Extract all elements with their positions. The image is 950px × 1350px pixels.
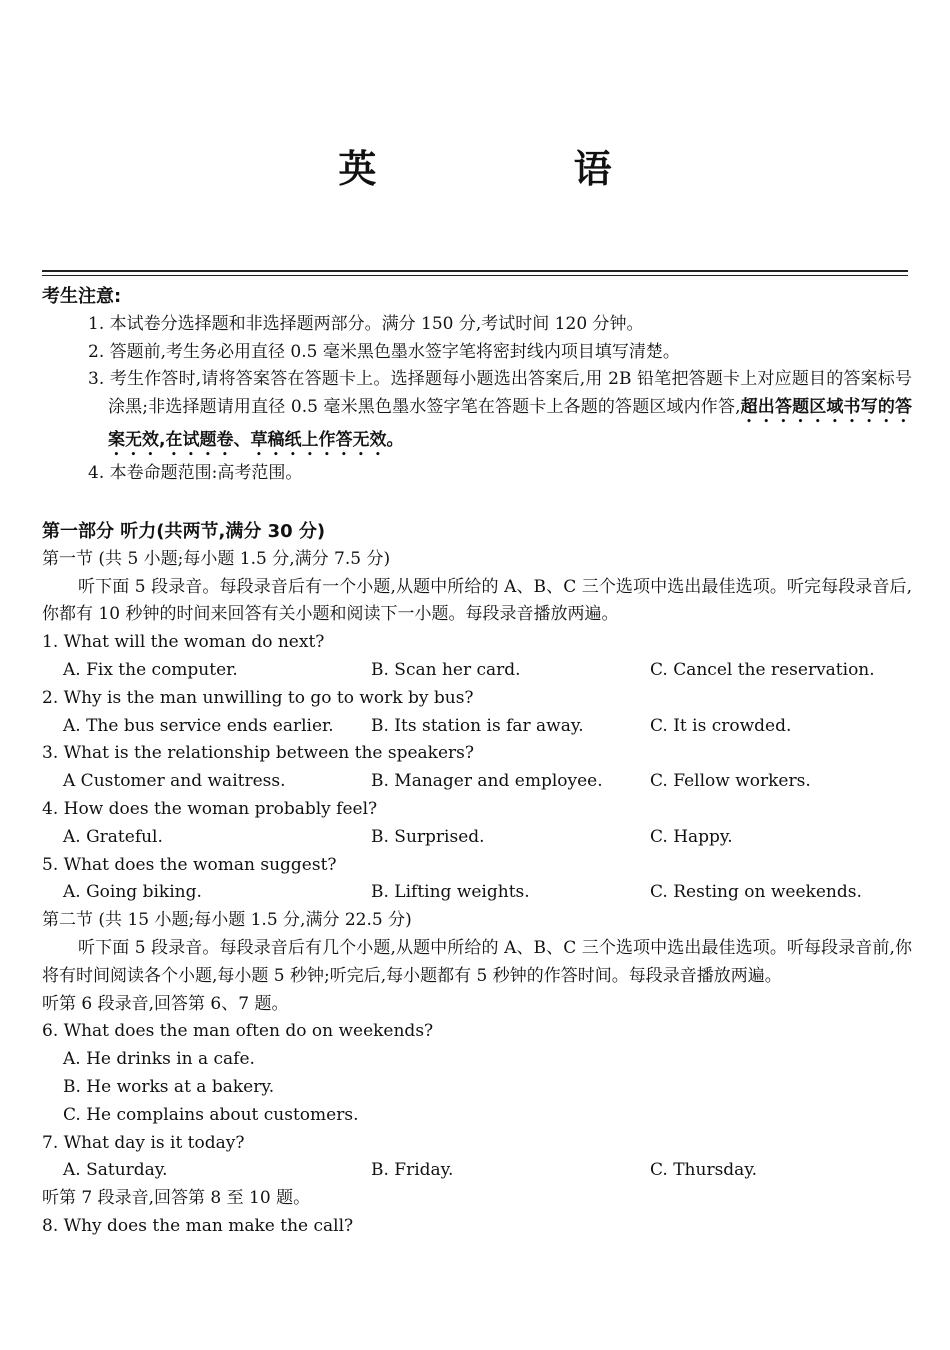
option-a: A. The bus service ends earlier. (63, 715, 334, 736)
question-5: 5. What does the woman suggest? (42, 854, 337, 875)
option-c: C. Resting on weekends. (650, 882, 862, 903)
option-c: C. Thursday. (650, 1160, 758, 1181)
question-4: 4. How does the woman probably feel? (42, 798, 378, 819)
question-5-options (42, 879, 912, 907)
section1-instructions: 听下面 5 段录音。每段录音后有一个小题,从题中所给的 A、B、C 三个选项中选出最佳选项。听完每段录音后,你都有 10 秒钟的时间来回答有关小题和阅读下一小题。每段录音播放两遍。 (42, 576, 912, 625)
option-a: A. Fix the computer. (63, 659, 238, 680)
option-b: B. Lifting weights. (371, 882, 530, 903)
section1-heading: 第一节 (共 5 小题;每小题 1.5 分,满分 7.5 分) (42, 548, 391, 569)
option-a: A. He drinks in a cafe. (63, 1049, 255, 1070)
notice-item-1: 1. 本试卷分选择题和非选择题两部分。满分 150 分,考试时间 120 分钟。 (88, 313, 644, 334)
notice-block (42, 283, 912, 488)
option-b: B. Friday. (371, 1160, 454, 1181)
notice-item-4: 4. 本卷命题范围:高考范围。 (88, 463, 303, 484)
header-rule (42, 270, 908, 272)
section2-heading: 第二节 (共 15 小题;每小题 1.5 分,满分 22.5 分) (42, 910, 412, 931)
option-a: A. Grateful. (63, 826, 163, 847)
option-a: A Customer and waitress. (63, 771, 286, 792)
notice-item-3-emphasis: 超出答题区域书写的答案无效,在试题卷、草稿纸上作答无效。 (108, 397, 912, 451)
question-8: 8. Why does the man make the call? (42, 1215, 354, 1236)
question-1-options (42, 657, 912, 685)
header-rule-thin (42, 275, 908, 276)
question-4-options (42, 824, 912, 852)
question-7: 7. What day is it today? (42, 1132, 245, 1153)
question-3-options (42, 768, 912, 796)
section2-instructions: 听下面 5 段录音。每段录音后有几个小题,从题中所给的 A、B、C 三个选项中选出最佳选项。听每段录音前,你将有时间阅读各个小题,每小题 5 秒钟;听完后,每小题都有 5 秒钟的作答时间。每段录音播放两遍。 (42, 937, 912, 986)
question-3: 3. What is the relationship between the speakers? (42, 743, 475, 764)
page-title: 英 语 (338, 147, 704, 191)
notice-item-3 (42, 366, 912, 460)
option-b: B. Surprised. (371, 826, 485, 847)
question-2-options (42, 713, 912, 741)
question-6: 6. What does the man often do on weekends? (42, 1021, 434, 1042)
option-c: C. It is crowded. (650, 715, 792, 736)
question-2: 2. Why is the man unwilling to go to work by bus? (42, 687, 474, 708)
part1-block (42, 518, 912, 1241)
option-c: C. Happy. (650, 826, 733, 847)
audio-7-instruction: 听第 7 段录音,回答第 8 至 10 题。 (42, 1188, 311, 1209)
notice-heading: 考生注意: (42, 286, 122, 307)
question-1: 1. What will the woman do next? (42, 632, 325, 653)
option-b: B. He works at a bakery. (63, 1076, 275, 1097)
option-a: A. Going biking. (63, 882, 202, 903)
option-c: C. Cancel the reservation. (650, 659, 875, 680)
part1-heading: 第一部分 听力(共两节,满分 30 分) (42, 521, 326, 542)
question-7-options (42, 1157, 912, 1185)
option-c: C. He complains about customers. (63, 1104, 359, 1125)
option-b: B. Scan her card. (371, 659, 521, 680)
option-a: A. Saturday. (63, 1160, 168, 1181)
audio-6-instruction: 听第 6 段录音,回答第 6、7 题。 (42, 993, 289, 1014)
notice-item-3-text: 3. 考生作答时,请将答案答在答题卡上。选择题每小题选出答案后,用 2B 铅笔把答题卡上对应题目的答案标号涂黑;非选择题请用直径 0.5 毫米黑色墨水签字笔在答题卡上各题的答题区域内作答, (88, 369, 912, 418)
option-b: B. Manager and employee. (371, 771, 603, 792)
notice-item-2: 2. 答题前,考生务必用直径 0.5 毫米黑色墨水签字笔将密封线内项目填写清楚。 (88, 341, 680, 362)
option-b: B. Its station is far away. (371, 715, 584, 736)
option-c: C. Fellow workers. (650, 771, 811, 792)
